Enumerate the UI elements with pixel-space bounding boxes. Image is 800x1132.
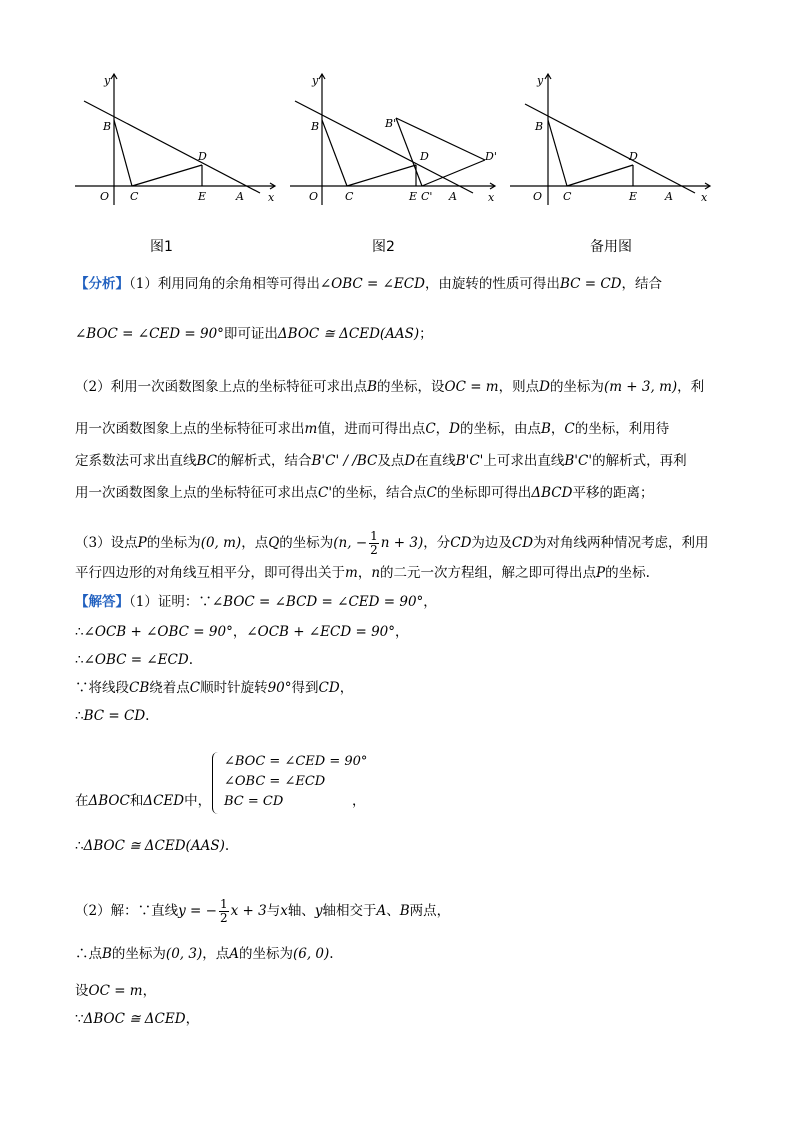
text: ， [423,594,437,610]
solution-line-4 [75,679,353,697]
solution-line-1 [75,593,437,611]
fig1-b-label: B [103,120,112,133]
math: B [540,421,551,437]
math: ∠OBC = ∠ECD [83,652,189,668]
text: . [329,946,334,962]
text: ， [357,565,372,581]
fig3-b-label: B [535,120,544,133]
text: ，分 [423,535,451,551]
math: ∠BOC = ∠CED = 90° [75,326,224,342]
system-line-3: BC = CD [224,794,284,809]
solution-line-7 [75,837,229,855]
math: CD [511,535,534,551]
system-line-1: ∠BOC = ∠CED = 90° [224,754,368,769]
text: 为边及 [471,535,512,551]
fig2-dprime-label: D' [485,150,497,163]
text: 上可求出直线 [483,453,565,469]
math: Q [268,535,280,551]
text: 为对角线两种情况考虑，利用 [533,535,709,551]
denominator: 2 [370,543,378,557]
text: ，由旋转的性质可得出 [424,276,560,292]
text: ， [185,1011,200,1027]
text: 轴、 [287,903,315,919]
analysis-line-2 [75,325,433,343]
text: ∴点 [75,946,102,962]
solution-tag: 【解答】 [75,594,129,610]
analysis-p3-line-1 [75,530,709,557]
text: ，点 [202,946,230,962]
figure-2-graph [285,68,500,208]
equation-system [220,752,367,812]
fig2-e-label: E [409,190,418,203]
text: 的坐标. [605,565,650,581]
text: ∵ [75,1011,84,1027]
text: 用一次函数图象上点的坐标特征可求出点 [75,485,318,501]
math: P [137,535,147,551]
text: 平行四边形的对角线互相平分，即可得出关于 [75,565,345,581]
fig1-e-label: E [198,190,207,203]
fig2-d-label: D [420,150,429,163]
numerator: 1 [370,529,378,543]
text: ，利 [677,379,705,395]
fig2-y-label: y [312,74,319,87]
fig3-a-label: A [665,190,673,203]
math: (0, m) [200,535,242,551]
text: . [188,652,193,668]
math: BC = CD [83,708,146,724]
math: D [539,379,550,395]
text: . [224,838,230,854]
figure-2 [285,68,500,208]
text: 设 [75,983,89,999]
math: A [229,946,239,962]
fig2-x-label: x [488,191,495,204]
text: 中， [184,793,212,809]
text: 、 [386,903,400,919]
fig3-x-label: x [701,191,708,204]
text: ，点 [241,535,269,551]
math: m [345,565,358,581]
math: CD [318,680,340,696]
text: 得到 [291,680,319,696]
text: ，结合 [621,276,662,292]
text: （2）利用一次函数图象上点的坐标特征可求出点 [75,379,368,395]
text: ， [339,680,354,696]
analysis-p2-line-2 [75,420,669,438]
math: n [371,565,381,581]
math: CB [129,680,150,696]
analysis-p3-line-2 [75,564,650,582]
math: BC = CD [559,276,622,292]
denominator: 2 [219,911,228,925]
figure-1-graph [70,68,280,208]
solution-line-10 [75,982,156,1000]
analysis-tag: 【分析】 [75,276,129,292]
math: D [404,453,416,469]
math: D [449,421,460,437]
math: m [304,421,318,437]
fig2-bprime-label: B' [385,117,397,130]
fraction [219,898,229,925]
math: ΔBOC ≅ ΔCED(AAS) [277,326,420,342]
fig2-a-label: A [449,190,457,203]
math: CD [450,535,472,551]
text: 和 [129,793,144,809]
text: 的坐标，设 [377,379,445,395]
math: OC = m [444,379,499,395]
text: ∴ [75,708,84,724]
analysis-p2-line-3 [75,452,687,470]
text: ，则点 [498,379,540,395]
text: ∴ [75,652,84,668]
fig1-c-label: C [130,190,139,203]
text: ∴ [75,624,84,640]
math: ΔBOC ≅ ΔCED(AAS) [83,838,225,854]
text: 轴相交于 [322,903,377,919]
fig3-o-label: O [533,190,543,203]
fig3-d-label: D [629,150,638,163]
text: ∵将线段 [75,680,129,696]
math: C [426,485,437,501]
solution-line-8 [75,898,450,925]
fig1-a-label: A [236,190,244,203]
text: 顺时针旋转 [200,680,268,696]
text: 在直线 [415,453,456,469]
math: BC [196,453,218,469]
solution-line-2 [75,623,409,641]
text: ， [550,421,565,437]
text: ； [419,326,433,342]
text: ， [395,624,409,640]
fig1-y-label: y [104,74,111,87]
text: （1）证明：∵ [129,594,212,610]
math: y = − [178,903,217,919]
system-line-2: ∠OBC = ∠ECD [224,774,326,789]
math: ∠OBC = ∠ECD [319,276,425,292]
math: C [564,421,575,437]
text: 的坐标即可得出 [436,485,532,501]
fraction [369,530,379,557]
math: B'C' / /BC [311,453,378,469]
math: n + 3) [380,535,424,551]
solution-line-11 [75,1010,199,1028]
math: ∠OCB + ∠OBC = 90° [83,624,233,640]
figure-2-caption: 图2 [372,239,395,255]
figure-3-graph [505,68,720,208]
math: B'C' [455,453,484,469]
text: 与 [266,903,281,919]
math: B'C' [564,453,593,469]
figure-3 [505,68,720,208]
figure-1 [70,68,280,208]
text: 的坐标为 [146,535,201,551]
text: 在 [75,793,89,809]
text: 的坐标，结合点 [332,485,427,501]
text: 的坐标为 [549,379,604,395]
text: 的坐标为 [279,535,334,551]
math: ∠BOC = ∠BCD = ∠CED = 90° [211,594,424,610]
fig1-x-label: x [268,191,275,204]
analysis-p2-line-1 [75,378,704,396]
analysis-line-1 [75,275,662,293]
figure-1-caption: 图1 [150,239,173,255]
math: (m + 3, m) [603,379,678,395]
text: 的坐标为 [238,946,293,962]
fig2-c-label: C [345,190,354,203]
math: B [102,946,112,962]
text: 用一次函数图象上点的坐标特征可求出 [75,421,305,437]
fig2-b-label: B [311,120,320,133]
fig3-c-label: C [563,190,572,203]
fig1-d-label: D [198,150,207,163]
math: ΔCED [143,793,185,809]
math: ΔBOC ≅ ΔCED [83,1011,186,1027]
math: x [280,903,288,919]
text: 值，进而可得出点 [317,421,426,437]
math: ΔBCD [531,485,573,501]
text: 的解析式，结合 [217,453,312,469]
text: 的二元一次方程组，解之即可得出点 [380,565,597,581]
math: (6, 0) [292,946,330,962]
text: 即可证出 [223,326,278,342]
math: P [596,565,606,581]
math: B [367,379,378,395]
figure-3-caption: 备用图 [590,239,632,255]
text: 的解析式，再利 [592,453,687,469]
text: . [145,708,150,724]
text: 平移的距离； [572,485,654,501]
math: (n, − [333,535,368,551]
text: 的坐标为 [111,946,166,962]
math: 90° [267,680,292,696]
math: OC = m [88,983,143,999]
fig2-cprime-label: C' [421,190,433,203]
analysis-p2-line-4 [75,484,653,502]
fig3-e-label: E [629,190,638,203]
text: 两点， [409,903,451,919]
fig2-o-label: O [309,190,319,203]
fig1-o-label: O [100,190,110,203]
text: （2）解：∵直线 [75,903,179,919]
math: C' [318,485,333,501]
text: 定系数法可求出直线 [75,453,197,469]
system-brace [212,752,219,814]
text: 的坐标，利用待 [574,421,670,437]
math: ΔBOC [88,793,130,809]
math: B [399,903,410,919]
solution-line-6 [75,792,211,810]
solution-line-9 [75,945,334,963]
math: x + 3 [230,903,267,919]
text: ， [232,624,247,640]
numerator: 1 [219,897,228,911]
math: C [425,421,436,437]
math: ∠OCB + ∠ECD = 90° [246,624,395,640]
math: A [376,903,387,919]
math: C [189,680,201,696]
text: ∴ [75,838,84,854]
text: 绕着点 [149,680,190,696]
text: 及点 [377,453,405,469]
text: ， [435,421,450,437]
text: ， [142,983,157,999]
solution-line-6-comma: ， [352,793,366,809]
text: （1）利用同角的余角相等可得出 [129,276,320,292]
solution-line-3 [75,651,193,669]
fig3-y-label: y [537,74,544,87]
math: y [314,903,323,919]
solution-line-5 [75,707,149,725]
text: 的坐标，由点 [459,421,541,437]
text: （3）设点 [75,535,138,551]
math: (0, 3) [165,946,203,962]
